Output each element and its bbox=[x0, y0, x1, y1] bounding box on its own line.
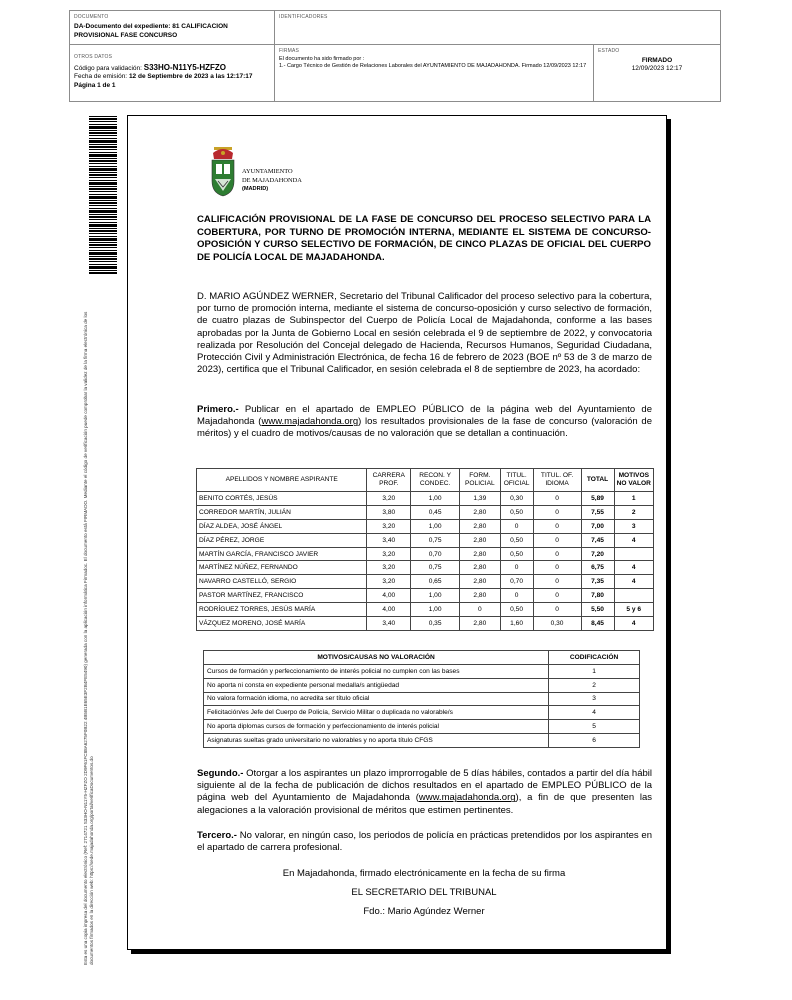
header-firmas-cell bbox=[275, 45, 594, 101]
cell-idioma: 0 bbox=[533, 589, 581, 603]
cell-motive-code: 4 bbox=[549, 706, 640, 720]
cell-name: BENITO CORTÉS, JESÚS bbox=[197, 492, 367, 506]
cell-motivos: 1 bbox=[614, 492, 653, 506]
segundo-link[interactable]: www.majadahonda.org bbox=[418, 792, 516, 804]
candidates-header-row bbox=[197, 469, 654, 492]
header-otros-cell bbox=[70, 45, 275, 101]
cell-recon: 0,75 bbox=[411, 561, 460, 575]
estado-caption: ESTADO bbox=[598, 48, 620, 54]
cell-name: DÍAZ ALDEA, JOSÉ ÁNGEL bbox=[197, 519, 367, 533]
fecha-label: Fecha de emisión: bbox=[74, 73, 128, 80]
cell-carrera: 3,20 bbox=[367, 519, 411, 533]
motives-table bbox=[203, 650, 640, 748]
identificadores-caption: IDENTIFICADORES bbox=[279, 14, 328, 20]
col-header-titul: TITUL. OFICIAL bbox=[500, 469, 533, 492]
cell-form: 2,80 bbox=[460, 547, 500, 561]
col-header-motivos: MOTIVOS NO VALOR bbox=[614, 469, 653, 492]
table-row bbox=[204, 692, 640, 706]
primero-paragraph bbox=[197, 404, 652, 441]
intro-paragraph: D. MARIO AGÚNDEZ WERNER, Secretario del Tribunal Calificador del proceso selectivo para la cobertura, por turno de promoción interna, mediante el sistema de concurso-oposición y curso selectivo de formación, de cuatro plazas de Subinspector del Cuerpo de Policía Local de Majadahonda, conforme a las bases aprobadas por la Junta de Gobierno Local en sesión celebrada el 9 de septiembre de 2022, y convocatoria realizada por Resolución del Concejal delegado de Hacienda, Recursos Humanos, Seguridad Ciudadana, Protección Civil y Administración Electrónica, de fecha 16 de febrero de 2023 (BOE nº 53 de 3 de marzo de 2023), certifica que el Tribunal Calificador, en sesión celebrada el 8 de septiembre de 2023, ha acordado: bbox=[197, 291, 652, 376]
cell-motive-code: 3 bbox=[549, 692, 640, 706]
cell-name: CORREDOR MARTÍN, JULIÁN bbox=[197, 505, 367, 519]
tercero-label: Tercero.- bbox=[197, 830, 237, 841]
col-header-carrera: CARRERA PROF. bbox=[367, 469, 411, 492]
primero-link[interactable]: www.majadahonda.org bbox=[261, 416, 359, 428]
firmas-line1: El documento ha sido firmado por : bbox=[279, 56, 365, 62]
cell-total: 5,89 bbox=[581, 492, 614, 506]
segundo-label: Segundo.- bbox=[197, 768, 244, 779]
otros-caption: OTROS DATOS bbox=[74, 54, 113, 60]
cell-titul: 0,50 bbox=[500, 547, 533, 561]
cell-recon: 1,00 bbox=[411, 589, 460, 603]
col-header-idioma: TITUL. OF. IDIOMA bbox=[533, 469, 581, 492]
cell-carrera: 3,20 bbox=[367, 575, 411, 589]
codigo-value: S33HO-N11Y5-HZFZO bbox=[143, 63, 226, 72]
documento-value: DA-Documento del expediente: 81 CALIFICACION PROVISIONAL FASE CONCURSO bbox=[74, 23, 228, 39]
cell-motive-code: 1 bbox=[549, 665, 640, 679]
document-header bbox=[69, 10, 721, 102]
cell-total: 5,50 bbox=[581, 603, 614, 617]
cell-carrera: 4,00 bbox=[367, 603, 411, 617]
table-row bbox=[204, 665, 640, 679]
logo-line3: (MADRID) bbox=[242, 186, 269, 192]
cell-motivos: 4 bbox=[614, 533, 653, 547]
emission-date bbox=[74, 73, 274, 82]
cell-motivos: 4 bbox=[614, 617, 653, 631]
cell-name: MARTÍN GARCÍA, FRANCISCO JAVIER bbox=[197, 547, 367, 561]
estado-value: FIRMADO bbox=[641, 57, 673, 64]
cell-total: 6,75 bbox=[581, 561, 614, 575]
cell-motive-code: 5 bbox=[549, 720, 640, 734]
col-header-name: APELLIDOS Y NOMBRE ASPIRANTE bbox=[197, 469, 367, 492]
cell-name: MARTÍNEZ NÚÑEZ, FERNANDO bbox=[197, 561, 367, 575]
cell-total: 7,00 bbox=[581, 519, 614, 533]
cell-idioma: 0 bbox=[533, 519, 581, 533]
cell-name: PASTOR MARTÍNEZ, FRANCISCO bbox=[197, 589, 367, 603]
cell-recon: 0,45 bbox=[411, 505, 460, 519]
cell-form: 2,80 bbox=[460, 533, 500, 547]
cell-titul: 0,50 bbox=[500, 505, 533, 519]
cell-recon: 0,70 bbox=[411, 547, 460, 561]
cell-motivos: 5 y 6 bbox=[614, 603, 653, 617]
cell-form: 2,80 bbox=[460, 589, 500, 603]
cell-total: 7,35 bbox=[581, 575, 614, 589]
cell-idioma: 0,30 bbox=[533, 617, 581, 631]
cell-name: DÍAZ PÉREZ, JORGE bbox=[197, 533, 367, 547]
barcode bbox=[89, 116, 117, 274]
verification-side-text: Esta es una copia impresa del documento electrónico (Ref: 2714721 S33HO-N11Y5-HZFZO 2D9F61FC88A6275F0B22 4B5B1E65E3F2B4FE5490) generada con la aplicación informática Firmadoc. El documento está FIRMADO. Mediante el código de verificación puede comprobar la validez de la firma electrónica de los documentos firmados en la dirección web: https://sede.majadahonda.org/portal/verificaDocumentos.do bbox=[83, 311, 95, 965]
cell-idioma: 0 bbox=[533, 603, 581, 617]
cell-recon: 1,00 bbox=[411, 492, 460, 506]
cell-total: 7,80 bbox=[581, 589, 614, 603]
cell-motivos: 4 bbox=[614, 561, 653, 575]
tercero-text: No valorar, en ningún caso, los periodos de policía en prácticas pretendidos por los aspirantes en el apartado de carrera profesional. bbox=[197, 830, 652, 854]
col-header-recon: RECON. Y CONDEC. bbox=[411, 469, 460, 492]
logo-text bbox=[242, 168, 302, 194]
cell-motive-code: 2 bbox=[549, 678, 640, 692]
cell-form: 2,80 bbox=[460, 617, 500, 631]
cell-motivos: 3 bbox=[614, 519, 653, 533]
cell-name: NAVARRO CASTELLÓ, SERGIO bbox=[197, 575, 367, 589]
codigo-label: Código para validación: bbox=[74, 65, 142, 72]
segundo-paragraph bbox=[197, 768, 652, 817]
cell-titul: 0 bbox=[500, 589, 533, 603]
table-row bbox=[197, 519, 654, 533]
cell-motive-code: 6 bbox=[549, 733, 640, 747]
cell-motivos bbox=[614, 547, 653, 561]
cell-total: 7,20 bbox=[581, 547, 614, 561]
table-row bbox=[197, 505, 654, 519]
cell-motivos: 4 bbox=[614, 575, 653, 589]
primero-text-a: Publicar en el apartado de EMPLEO PÚBLICO de la página web del Ayuntamiento de Majadahonda ( bbox=[197, 404, 652, 428]
candidates-table bbox=[196, 468, 654, 631]
cell-motive-text: Felicitación/es Jefe del Cuerpo de Policía, Servicio Militar o duplicada no valorable/s bbox=[204, 706, 549, 720]
signature-role: EL SECRETARIO DEL TRIBUNAL bbox=[351, 887, 497, 898]
signature-place-date: En Majadahonda, firmado electrónicamente en la fecha de su firma bbox=[282, 868, 566, 879]
cell-carrera: 3,40 bbox=[367, 533, 411, 547]
logo-line2: DE MAJADAHONDA bbox=[242, 176, 302, 184]
cell-motivos bbox=[614, 589, 653, 603]
document-title: CALIFICACIÓN PROVISIONAL DE LA FASE DE CONCURSO DEL PROCESO SELECTIVO PARA LA COBERTURA, POR TURNO DE PROMOCIÓN INTERNA, MEDIANTE EL SISTEMA DE CONCURSO-OPOSICIÓN Y CURSO SELECTIVO DE FORMACIÓN, DE CINCO PLAZAS DE OFICIAL DEL CUERPO DE POLICÍA LOCAL DE MAJADAHONDA. bbox=[197, 214, 651, 263]
table-row bbox=[197, 547, 654, 561]
logo-line1: AYUNTAMIENTO bbox=[242, 168, 293, 175]
col-header-codificacion: CODIFICACIÓN bbox=[549, 651, 640, 665]
cell-recon: 1,00 bbox=[411, 603, 460, 617]
coat-of-arms-icon bbox=[208, 145, 238, 197]
cell-recon: 0,35 bbox=[411, 617, 460, 631]
documento-caption: DOCUMENTO bbox=[74, 14, 109, 20]
cell-titul: 0,30 bbox=[500, 492, 533, 506]
table-row bbox=[204, 706, 640, 720]
col-header-form: FORM. POLICIAL bbox=[460, 469, 500, 492]
col-header-total: TOTAL bbox=[581, 469, 614, 492]
cell-form: 2,80 bbox=[460, 519, 500, 533]
page-number: Página 1 de 1 bbox=[74, 82, 116, 89]
cell-form: 2,80 bbox=[460, 505, 500, 519]
cell-titul: 0,50 bbox=[500, 603, 533, 617]
table-row bbox=[197, 603, 654, 617]
cell-motive-text: Cursos de formación y perfeccionamiento de interés policial no cumplen con las bases bbox=[204, 665, 549, 679]
cell-recon: 0,75 bbox=[411, 533, 460, 547]
col-header-motivos: MOTIVOS/CAUSAS NO VALORACIÓN bbox=[204, 651, 549, 665]
fecha-value: 12 de Septiembre de 2023 a las 12:17:17 bbox=[128, 73, 253, 80]
estado-date: 12/09/2023 12:17 bbox=[631, 65, 683, 72]
cell-titul: 0,70 bbox=[500, 575, 533, 589]
cell-name: RODRÍGUEZ TORRES, JESÚS MARÍA bbox=[197, 603, 367, 617]
table-row bbox=[197, 617, 654, 631]
segundo-text-b: ), a fin de que presenten las alegaciones a la valoración provisional de méritos que estimen pertinentes. bbox=[197, 792, 652, 816]
cell-carrera: 3,20 bbox=[367, 492, 411, 506]
firmas-line2: 1.- Cargo Técnico de Gestión de Relaciones Laborales del AYUNTAMIENTO DE MAJADAHONDA. Firmado 12/09/2023 12:17 bbox=[279, 63, 587, 69]
table-row bbox=[197, 561, 654, 575]
header-estado-cell bbox=[594, 45, 720, 101]
cell-titul: 0 bbox=[500, 519, 533, 533]
cell-motive-text: No aporta ni consta en expediente personal medalla/s antigüedad bbox=[204, 678, 549, 692]
cell-name: VÁZQUEZ MORENO, JOSÉ MARÍA bbox=[197, 617, 367, 631]
cell-idioma: 0 bbox=[533, 492, 581, 506]
table-row bbox=[197, 492, 654, 506]
table-row bbox=[197, 575, 654, 589]
primero-text-b: ) los resultados provisionales de la fase de concurso (valoración de méritos) y el cuadro de motivos/causas de no valoración que se detallan a continuación. bbox=[197, 416, 652, 440]
segundo-text-a: Otorgar a los aspirantes un plazo improrrogable de 5 días hábiles, contados a partir del día hábil siguiente al de la fecha de publicación de dichos resultados en el apartado de EMPLEO PÚBLICO de la página web del Ayuntamiento de Majadahonda ( bbox=[197, 768, 652, 804]
cell-recon: 1,00 bbox=[411, 519, 460, 533]
cell-motive-text: Asignaturas sueltas grado universitario no valorables y no aporta título CFGS bbox=[204, 733, 549, 747]
header-identificadores-cell bbox=[275, 11, 720, 45]
cell-motive-text: No valora formación idioma, no acredita ser título oficial bbox=[204, 692, 549, 706]
cell-carrera: 4,00 bbox=[367, 589, 411, 603]
cell-carrera: 3,20 bbox=[367, 547, 411, 561]
cell-form: 2,80 bbox=[460, 575, 500, 589]
header-documento-cell bbox=[70, 11, 275, 45]
motives-header-row bbox=[204, 651, 640, 665]
cell-idioma: 0 bbox=[533, 575, 581, 589]
signature-name: Fdo.: Mario Agúndez Werner bbox=[363, 906, 485, 917]
cell-idioma: 0 bbox=[533, 547, 581, 561]
table-row bbox=[197, 589, 654, 603]
table-row bbox=[197, 533, 654, 547]
cell-total: 7,55 bbox=[581, 505, 614, 519]
cell-titul: 0 bbox=[500, 561, 533, 575]
primero-label: Primero.- bbox=[197, 404, 239, 415]
table-row bbox=[204, 733, 640, 747]
cell-carrera: 3,40 bbox=[367, 617, 411, 631]
cell-idioma: 0 bbox=[533, 533, 581, 547]
cell-idioma: 0 bbox=[533, 505, 581, 519]
cell-titul: 0,50 bbox=[500, 533, 533, 547]
cell-motive-text: No aporta diplomas cursos de formación y perfeccionamiento de interés policial bbox=[204, 720, 549, 734]
cell-carrera: 3,20 bbox=[367, 561, 411, 575]
cell-form: 2,80 bbox=[460, 561, 500, 575]
tercero-paragraph bbox=[197, 830, 652, 854]
cell-form: 1,39 bbox=[460, 492, 500, 506]
cell-motivos: 2 bbox=[614, 505, 653, 519]
cell-total: 8,45 bbox=[581, 617, 614, 631]
cell-recon: 0,65 bbox=[411, 575, 460, 589]
cell-idioma: 0 bbox=[533, 561, 581, 575]
cell-titul: 1,60 bbox=[500, 617, 533, 631]
cell-carrera: 3,80 bbox=[367, 505, 411, 519]
table-row bbox=[204, 678, 640, 692]
firmas-caption: FIRMAS bbox=[279, 48, 300, 54]
cell-form: 0 bbox=[460, 603, 500, 617]
table-row bbox=[204, 720, 640, 734]
cell-total: 7,45 bbox=[581, 533, 614, 547]
